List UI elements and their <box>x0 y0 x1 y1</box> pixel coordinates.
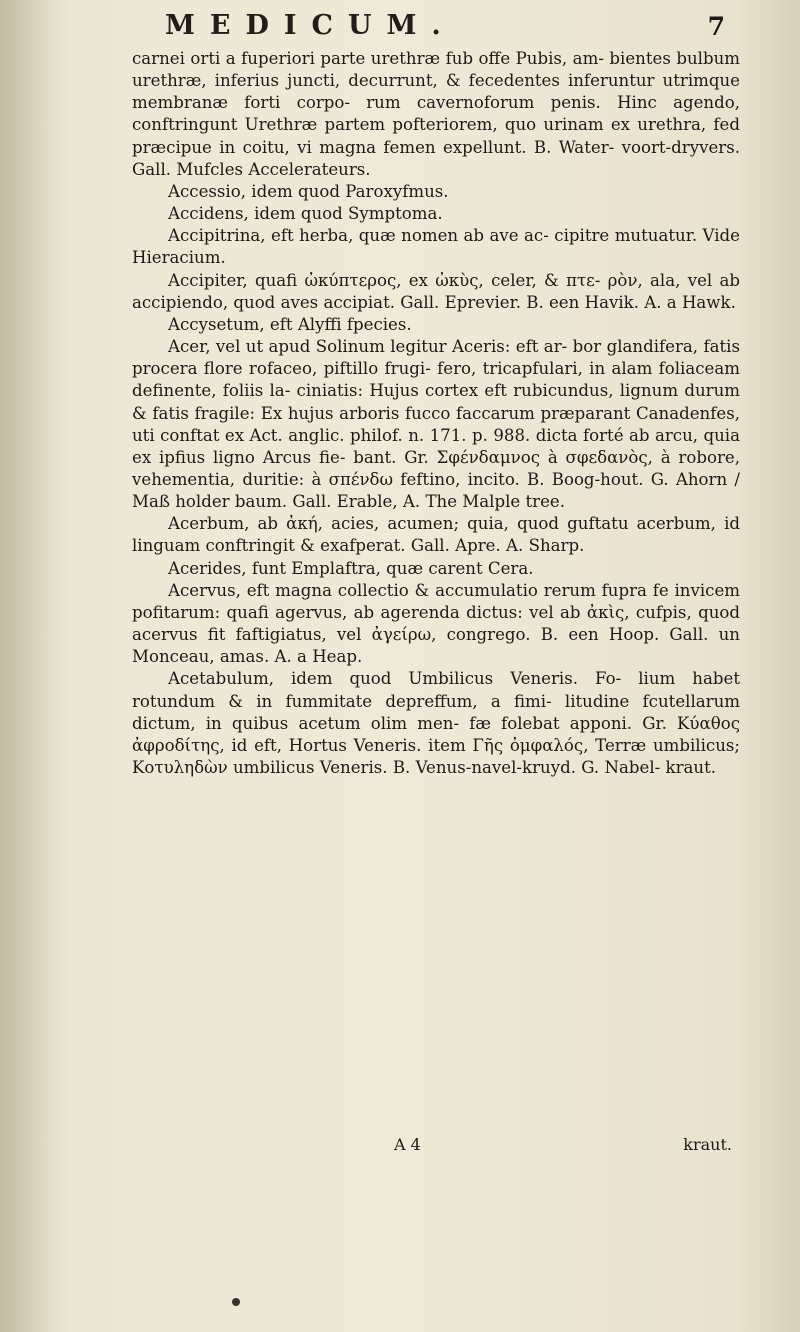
entry-acervus: Acervus, eft magna collectio & accumulatio rerum fupra fe invicem pofitarum: quafi agervus, ab agerenda dictus: vel ab ἀκὶς, cufpis, quod acervus fit faftigiatus, vel ἀγείρω, congrego. B. een Hoop. Gall. un Monceau, amas. A. a Heap. <box>132 580 740 667</box>
entry-accysetum: Accysetum, eft Alyffi fpecies. <box>168 314 412 334</box>
page-footer <box>132 1135 740 1159</box>
entry-acerides: Acerides, funt Emplaftra, quæ carent Cera. <box>168 558 534 578</box>
ink-spot <box>232 1298 240 1306</box>
entry-accipiter: Accipiter, quafi ὠκύπτερος, ex ὠκὺς, celer, & πτε- ρὸν, ala, vel ab accipiendo, quod aves accipiat. Gall. Eprevier. B. een Havik. A. a Hawk. <box>132 270 740 312</box>
page-number: 7 <box>707 12 725 41</box>
entry-acetabulum: Acetabulum, idem quod Umbilicus Veneris. Fo- lium habet rotundum & in fummitate depreffum, a fimi- litudine fcutellarum dictum, in quibus acetum olim men- fæ folebat apponi. Gr. Κύαθος ἀφροδίτης, id eft, Hortus Veneris. item Γῆς ὀμφαλός, Terræ umbilicus; Κοτυληδὼν umbilicus Veneris. B. Venus-navel-kruyd. G. Nabel- kraut. <box>132 669 740 777</box>
paragraph-continuation: carnei orti a fuperiori parte urethræ fub offe Pubis, am- bientes bulbum urethræ, inferius juncti, decurrunt, & fecedentes inferuntur utrimque membranæ forti corpo- rum cavernoforum penis. Hinc agendo, conftringunt Urethræ partem pofteriorem, quo urinam ex urethra, fed præcipue in coitu, vi magna femen expellunt. B. Water- voort-dryvers. Gall. Mufcles Accelerateurs. <box>132 49 740 179</box>
signature-mark: A 4 <box>394 1135 421 1154</box>
page-gutter-shadow <box>0 0 70 1332</box>
entry-accipitrina: Accipitrina, eft herba, quæ nomen ab ave ac- cipitre mutuatur. Vide Hieracium. <box>132 226 740 268</box>
body-text <box>132 48 740 779</box>
running-head: MEDICUM. <box>165 10 456 41</box>
entry-acer: Acer, vel ut apud Solinum legitur Aceris: eft ar- bor glandifera, fatis procera flore rofaceo, piftillo frugi- fero, tricapfulari, in alam foliaceam definente, foliis la- ciniatis: Hujus cortex eft rubicundus, lignum durum & fatis fragile: Ex hujus arboris fucco faccarum præparant Canadenfes, uti conftat ex Act. anglic. philof. n. 171. p. 988. dicta forté ab arcu, quia ex ipfius ligno Arcus fie- bant. Gr. Σφένδαμνος à σφεδανὸς, à robore, vehementia, duritie: à σπένδω feftino, incito. B. Boog-hout. G. Ahorn / Maß holder baum. Gall. Erable, A. The Malple tree. <box>132 337 740 512</box>
entry-accidens: Accidens, idem quod Symptoma. <box>168 204 443 224</box>
entry-acerbum: Acerbum, ab ἀκή, acies, acumen; quia, quod guftatu acerbum, id linguam conftringit & exafperat. Gall. Apre. A. Sharp. <box>132 514 740 556</box>
page-header <box>115 10 725 46</box>
entry-accessio: Accessio, idem quod Paroxyfmus. <box>168 181 449 201</box>
catchword: kraut. <box>683 1135 732 1154</box>
